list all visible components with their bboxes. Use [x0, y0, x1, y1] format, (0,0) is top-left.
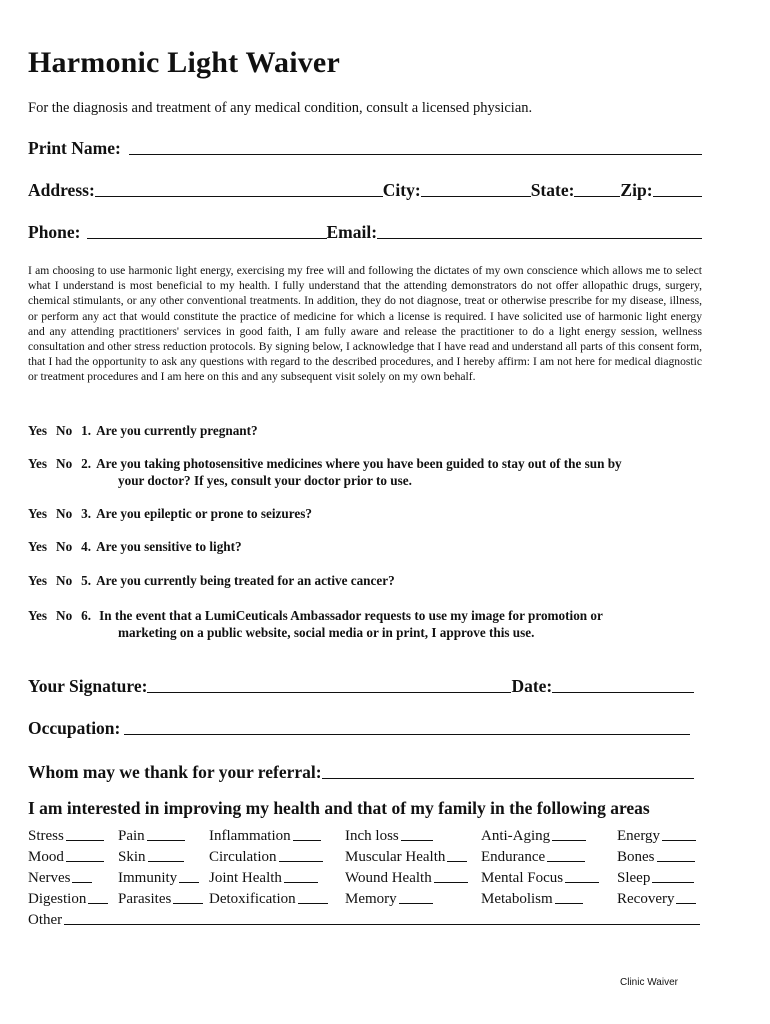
- interest-item[interactable]: [28, 828, 118, 845]
- interest-item-blank[interactable]: [652, 881, 694, 883]
- print-name-row: [28, 138, 702, 159]
- footer-label: Clinic Waiver: [620, 977, 678, 988]
- question-text: Are you epileptic or prone to seizures?: [96, 506, 312, 521]
- interest-item-blank[interactable]: [565, 881, 599, 883]
- interest-item[interactable]: [209, 828, 345, 845]
- interest-item-blank[interactable]: [662, 839, 696, 841]
- interest-item-label: Skin: [118, 849, 146, 865]
- interest-item-blank[interactable]: [547, 860, 585, 862]
- interest-item-blank[interactable]: [72, 881, 92, 883]
- interest-item-blank[interactable]: [401, 839, 433, 841]
- interest-item[interactable]: [481, 891, 617, 908]
- interest-item[interactable]: [209, 891, 345, 908]
- state-field[interactable]: [574, 195, 620, 197]
- occupation-label: Occupation:: [28, 718, 121, 738]
- interest-item-label: Stress: [28, 828, 64, 844]
- other-label: Other: [28, 912, 63, 928]
- yes-option[interactable]: Yes: [28, 608, 48, 623]
- occupation-field[interactable]: [124, 733, 690, 735]
- phone-field[interactable]: [87, 237, 327, 239]
- interest-item-label: Parasites: [118, 891, 172, 907]
- question-3: [28, 506, 718, 523]
- zip-label: Zip:: [620, 180, 653, 200]
- interest-item-label: Wound Health: [345, 870, 432, 886]
- no-option[interactable]: No: [56, 573, 73, 588]
- interest-item-blank[interactable]: [676, 902, 696, 904]
- interest-item[interactable]: [209, 870, 345, 887]
- interest-item-blank[interactable]: [293, 839, 321, 841]
- interest-item-blank[interactable]: [552, 839, 586, 841]
- interest-item-label: Energy: [617, 828, 661, 844]
- question-text: Are you taking photosensitive medicines where you have been guided to stay out of the sun by: [96, 456, 622, 471]
- city-field[interactable]: [421, 195, 531, 197]
- interest-item[interactable]: [617, 870, 708, 887]
- interest-item-blank[interactable]: [447, 860, 467, 862]
- yes-option[interactable]: Yes: [28, 539, 48, 554]
- interest-item-blank[interactable]: [279, 860, 323, 862]
- question-number: 5.: [81, 573, 92, 588]
- interest-item[interactable]: [118, 870, 209, 887]
- interest-item-label: Bones: [617, 849, 655, 865]
- question-text-continued: your doctor? If yes, consult your doctor prior to use.: [118, 472, 412, 488]
- interest-item-blank[interactable]: [88, 902, 108, 904]
- date-field[interactable]: [552, 691, 694, 693]
- interest-item-label: Recovery: [617, 891, 675, 907]
- interest-item-label: Mental Focus: [481, 870, 564, 886]
- interest-item-blank[interactable]: [399, 902, 433, 904]
- interest-item-blank[interactable]: [66, 839, 104, 841]
- interest-item-label: Inch loss: [345, 828, 399, 844]
- interest-item-blank[interactable]: [555, 902, 583, 904]
- no-option[interactable]: No: [56, 423, 73, 438]
- interest-item[interactable]: [481, 870, 617, 887]
- question-number: 2.: [81, 456, 92, 471]
- interest-item-blank[interactable]: [66, 860, 104, 862]
- question-text: Are you sensitive to light?: [96, 539, 242, 554]
- interest-item-blank[interactable]: [148, 860, 184, 862]
- referral-row: [28, 762, 694, 783]
- interest-item[interactable]: [118, 828, 209, 845]
- yes-option[interactable]: Yes: [28, 423, 48, 438]
- zip-field[interactable]: [653, 195, 702, 197]
- other-field[interactable]: [64, 923, 700, 925]
- interest-item-blank[interactable]: [298, 902, 328, 904]
- interest-item[interactable]: [617, 891, 708, 908]
- question-text: Are you currently being treated for an active cancer?: [96, 573, 395, 588]
- interest-item-blank[interactable]: [147, 839, 185, 841]
- page-title: Harmonic Light Waiver: [28, 46, 340, 79]
- question-text: Are you currently pregnant?: [96, 423, 258, 438]
- interest-item[interactable]: [118, 891, 209, 908]
- interest-heading: I am interested in improving my health and that of my family in the following areas: [28, 798, 650, 818]
- interest-item[interactable]: [118, 849, 209, 866]
- interest-item-label: Detoxification: [209, 891, 296, 907]
- question-text: In the event that a LumiCeuticals Ambassador requests to use my image for promotion or: [99, 608, 603, 623]
- interest-item-label: Digestion: [28, 891, 87, 907]
- question-number: 6.: [81, 608, 92, 623]
- interest-item[interactable]: [481, 828, 617, 845]
- no-option[interactable]: No: [56, 539, 73, 554]
- interest-item-blank[interactable]: [179, 881, 199, 883]
- question-1: [28, 423, 718, 440]
- email-label: Email:: [326, 222, 378, 242]
- signature-field[interactable]: [147, 691, 511, 693]
- occupation-row: [28, 718, 690, 739]
- interest-item-label: Memory: [345, 891, 397, 907]
- interest-item-label: Metabolism: [481, 891, 553, 907]
- print-name-field[interactable]: [129, 153, 702, 155]
- interest-item[interactable]: [481, 849, 617, 866]
- signature-label: Your Signature:: [28, 676, 148, 696]
- address-field[interactable]: [95, 195, 383, 197]
- referral-field[interactable]: [322, 777, 694, 779]
- interest-item-blank[interactable]: [284, 881, 318, 883]
- interest-item[interactable]: [28, 870, 118, 887]
- interest-row: [28, 887, 708, 908]
- interest-item[interactable]: [617, 828, 708, 845]
- interest-item[interactable]: [28, 849, 118, 866]
- question-5: [28, 573, 718, 590]
- no-option[interactable]: No: [56, 608, 73, 623]
- interest-item-label: Joint Health: [209, 870, 282, 886]
- interest-item[interactable]: [345, 891, 481, 908]
- other-row: [28, 908, 708, 929]
- interest-item-label: Pain: [118, 828, 145, 844]
- interest-item-label: Muscular Health: [345, 849, 446, 865]
- interest-item-label: Sleep: [617, 870, 651, 886]
- interest-item-blank[interactable]: [657, 860, 695, 862]
- question-6: [28, 608, 718, 641]
- interest-row: [28, 845, 708, 866]
- interest-item-label: Anti-Aging: [481, 828, 551, 844]
- interest-grid: [28, 824, 708, 929]
- question-number: 4.: [81, 539, 92, 554]
- interest-item-label: Circulation: [209, 849, 277, 865]
- subtitle: For the diagnosis and treatment of any medical condition, consult a licensed physician.: [28, 100, 533, 116]
- phone-row: [28, 222, 702, 243]
- yes-option[interactable]: Yes: [28, 456, 48, 471]
- interest-row: [28, 866, 708, 887]
- question-number: 1.: [81, 423, 92, 438]
- phone-label: Phone:: [28, 222, 81, 242]
- city-label: City:: [382, 180, 421, 200]
- signature-row: [28, 676, 694, 697]
- no-option[interactable]: No: [56, 506, 73, 521]
- email-field[interactable]: [377, 237, 702, 239]
- interest-item[interactable]: [617, 849, 708, 866]
- question-2: [28, 456, 718, 489]
- interest-item-blank[interactable]: [173, 902, 203, 904]
- address-label: Address:: [28, 180, 95, 200]
- interest-item-label: Inflammation: [209, 828, 291, 844]
- print-name-label: Print Name:: [28, 138, 121, 158]
- interest-item-label: Immunity: [118, 870, 178, 886]
- no-option[interactable]: No: [56, 456, 73, 471]
- referral-label: Whom may we thank for your referral:: [28, 762, 322, 782]
- interest-item[interactable]: [345, 870, 481, 887]
- interest-item[interactable]: [28, 891, 118, 908]
- interest-item-blank[interactable]: [434, 881, 468, 883]
- yes-option[interactable]: Yes: [28, 506, 48, 521]
- state-label: State:: [530, 180, 575, 200]
- address-row: [28, 180, 702, 201]
- date-label: Date:: [511, 676, 553, 696]
- interest-item[interactable]: [345, 828, 481, 845]
- question-text-continued: marketing on a public website, social media or in print, I approve this use.: [118, 624, 535, 640]
- question-4: [28, 539, 718, 556]
- interest-item-label: Nerves: [28, 870, 71, 886]
- interest-item-label: Mood: [28, 849, 64, 865]
- question-number: 3.: [81, 506, 92, 521]
- consent-paragraph: I am choosing to use harmonic light energy, exercising my free will and following the dictates of my own conscience which allows me to select what I understand is most beneficial to my health. I fully understand that the attending demonstrators do not offer allopathic drugs, surgery, chemical stimulants, or any other conventional treatments. In addition, they do not diagnose, treat or otherwise prescribe for my disease, illness, or perform any act that would constitute the practice of medicine for which a license is required. I have solicited use of harmonic light energy and any attending practitioners' services in good faith, I am fully aware and release the practitioner to do a light energy session, wellness consultation and other stress reduction protocols. By signing below, I acknowledge that I have read and understand all parts of this consent form, that I had the opportunity to ask any questions with regard to the described procedures, and I hereby affirm: I am not here for medical diagnostic or treatment procedures and I am here on this and any subsequent visit solely on my own behalf.: [28, 264, 702, 384]
- interest-item-label: Endurance: [481, 849, 546, 865]
- interest-item[interactable]: [209, 849, 345, 866]
- yes-option[interactable]: Yes: [28, 573, 48, 588]
- interest-item[interactable]: [345, 849, 481, 866]
- interest-row: [28, 824, 708, 845]
